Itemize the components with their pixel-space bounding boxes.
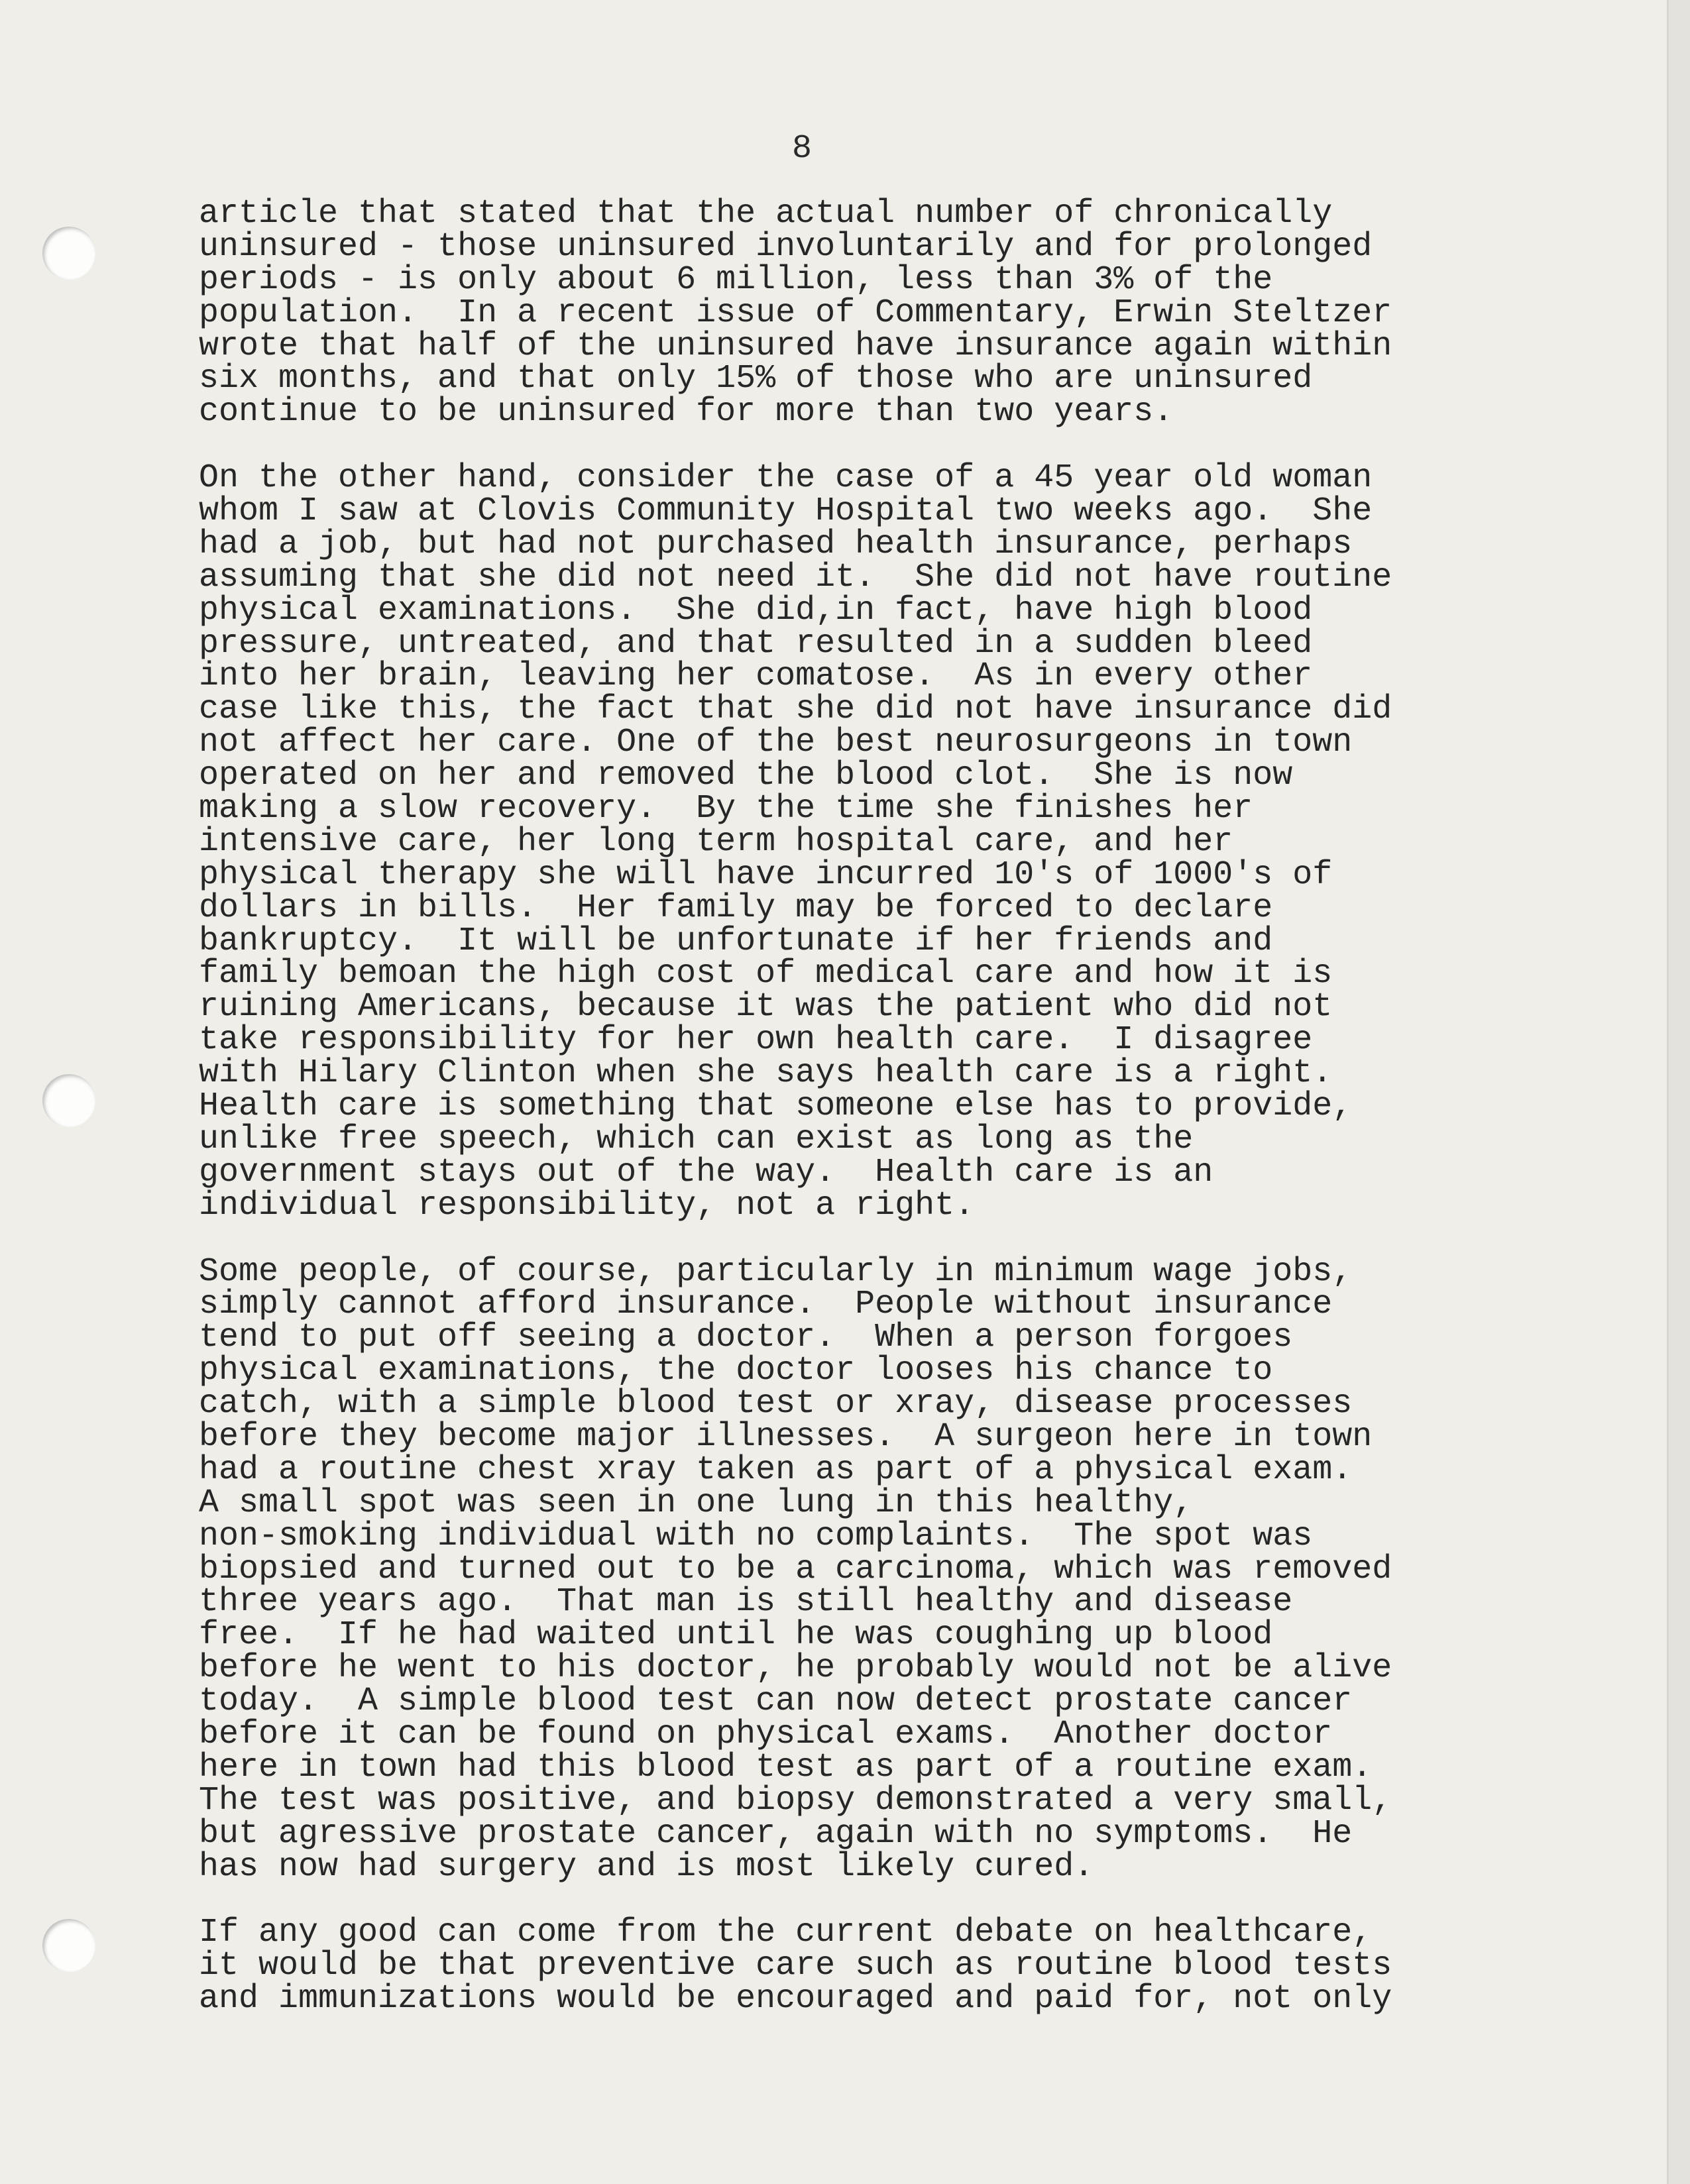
text-line: with Hilary Clinton when she says health care is a right. xyxy=(199,1054,1333,1093)
text-line: three years ago. That man is still healthy and disease xyxy=(199,1583,1293,1621)
text-line: individual responsibility, not a right. xyxy=(199,1186,975,1225)
text-line: before he went to his doctor, he probably would not be alive xyxy=(199,1649,1392,1688)
text-line: had a routine chest xray taken as part of a physical exam. xyxy=(199,1450,1353,1489)
text-line: physical examinations. She did,in fact, have high blood xyxy=(199,591,1313,629)
document-body xyxy=(199,197,1392,2049)
text-line: free. If he had waited until he was coughing up blood xyxy=(199,1616,1273,1655)
punch-hole xyxy=(42,1919,95,1972)
text-line: non-smoking individual with no complaints. The spot was xyxy=(199,1517,1313,1555)
text-line: wrote that half of the uninsured have insurance again within xyxy=(199,327,1392,365)
text-line: and immunizations would be encouraged and paid for, not only xyxy=(199,1980,1392,2018)
text-line: assuming that she did not need it. She did not have routine xyxy=(199,558,1392,596)
text-line: physical examinations, the doctor looses his chance to xyxy=(199,1352,1273,1390)
page-edge xyxy=(1669,0,1690,2184)
text-line: it would be that preventive care such as routine blood tests xyxy=(199,1947,1392,1985)
text-line: into her brain, leaving her comatose. As in every other xyxy=(199,657,1313,696)
text-line: physical therapy she will have incurred 10's of 1000's of xyxy=(199,855,1333,894)
text-line: The test was positive, and biopsy demonstrated a very small, xyxy=(199,1781,1392,1820)
text-line: tend to put off seeing a doctor. When a person forgoes xyxy=(199,1319,1293,1357)
text-line: six months, and that only 15% of those who are uninsured xyxy=(199,360,1313,398)
text-line: intensive care, her long term hospital care, and her xyxy=(199,822,1233,861)
text-line: before they become major illnesses. A surgeon here in town xyxy=(199,1417,1373,1456)
text-line: case like this, the fact that she did not have insurance did xyxy=(199,690,1392,729)
text-line: If any good can come from the current debate on healthcare, xyxy=(199,1914,1373,1952)
text-line: bankruptcy. It will be unfortunate if her friends and xyxy=(199,922,1273,960)
text-line: article that stated that the actual number of chronically xyxy=(199,195,1333,233)
text-line: had a job, but had not purchased health insurance, perhaps xyxy=(199,525,1353,563)
text-line: take responsibility for her own health care. I disagree xyxy=(199,1021,1313,1060)
text-line: simply cannot afford insurance. People without insurance xyxy=(199,1285,1333,1324)
text-line: today. A simple blood test can now detect prostate cancer xyxy=(199,1682,1353,1721)
paragraph xyxy=(199,459,1392,1225)
punch-hole xyxy=(42,227,95,280)
paragraph xyxy=(199,1252,1392,1886)
text-line: periods - is only about 6 million, less than 3% of the xyxy=(199,260,1273,299)
text-line: uninsured - those uninsured involuntarily and for prolonged xyxy=(199,227,1373,266)
text-line: pressure, untreated, and that resulted in a sudden bleed xyxy=(199,624,1313,663)
paragraph xyxy=(199,1916,1392,2016)
text-line: On the other hand, consider the case of a 45 year old woman xyxy=(199,459,1373,498)
text-line: biopsied and turned out to be a carcinoma, which was removed xyxy=(199,1550,1392,1588)
text-line: Some people, of course, particularly in minimum wage jobs, xyxy=(199,1252,1353,1291)
text-line: dollars in bills. Her family may be forced to declare xyxy=(199,889,1273,927)
text-line: ruining Americans, because it was the patient who did not xyxy=(199,988,1333,1026)
text-line: Health care is something that someone else has to provide, xyxy=(199,1087,1353,1126)
text-line: family bemoan the high cost of medical care and how it is xyxy=(199,955,1333,993)
text-line: operated on her and removed the blood clot. She is now xyxy=(199,757,1293,795)
text-line: here in town had this blood test as part of a routine exam. xyxy=(199,1748,1373,1786)
text-line: catch, with a simple blood test or xray, disease processes xyxy=(199,1385,1353,1423)
text-line: whom I saw at Clovis Community Hospital two weeks ago. She xyxy=(199,492,1373,531)
text-line: population. In a recent issue of Commentary, Erwin Steltzer xyxy=(199,294,1392,332)
text-line: before it can be found on physical exams. Another doctor xyxy=(199,1715,1333,1753)
text-line: A small spot was seen in one lung in this healthy, xyxy=(199,1484,1194,1522)
text-line: making a slow recovery. By the time she finishes her xyxy=(199,790,1253,828)
paragraph xyxy=(199,197,1392,429)
punch-hole xyxy=(42,1074,95,1127)
text-line: not affect her care. One of the best neurosurgeons in town xyxy=(199,724,1353,762)
text-line: continue to be uninsured for more than two years. xyxy=(199,393,1174,431)
text-line: unlike free speech, which can exist as long as the xyxy=(199,1120,1194,1158)
page-number: 8 xyxy=(791,130,812,168)
text-line: government stays out of the way. Health care is an xyxy=(199,1153,1213,1191)
text-line: has now had surgery and is most likely cured. xyxy=(199,1847,1094,1886)
text-line: but agressive prostate cancer, again with no symptoms. He xyxy=(199,1814,1353,1853)
